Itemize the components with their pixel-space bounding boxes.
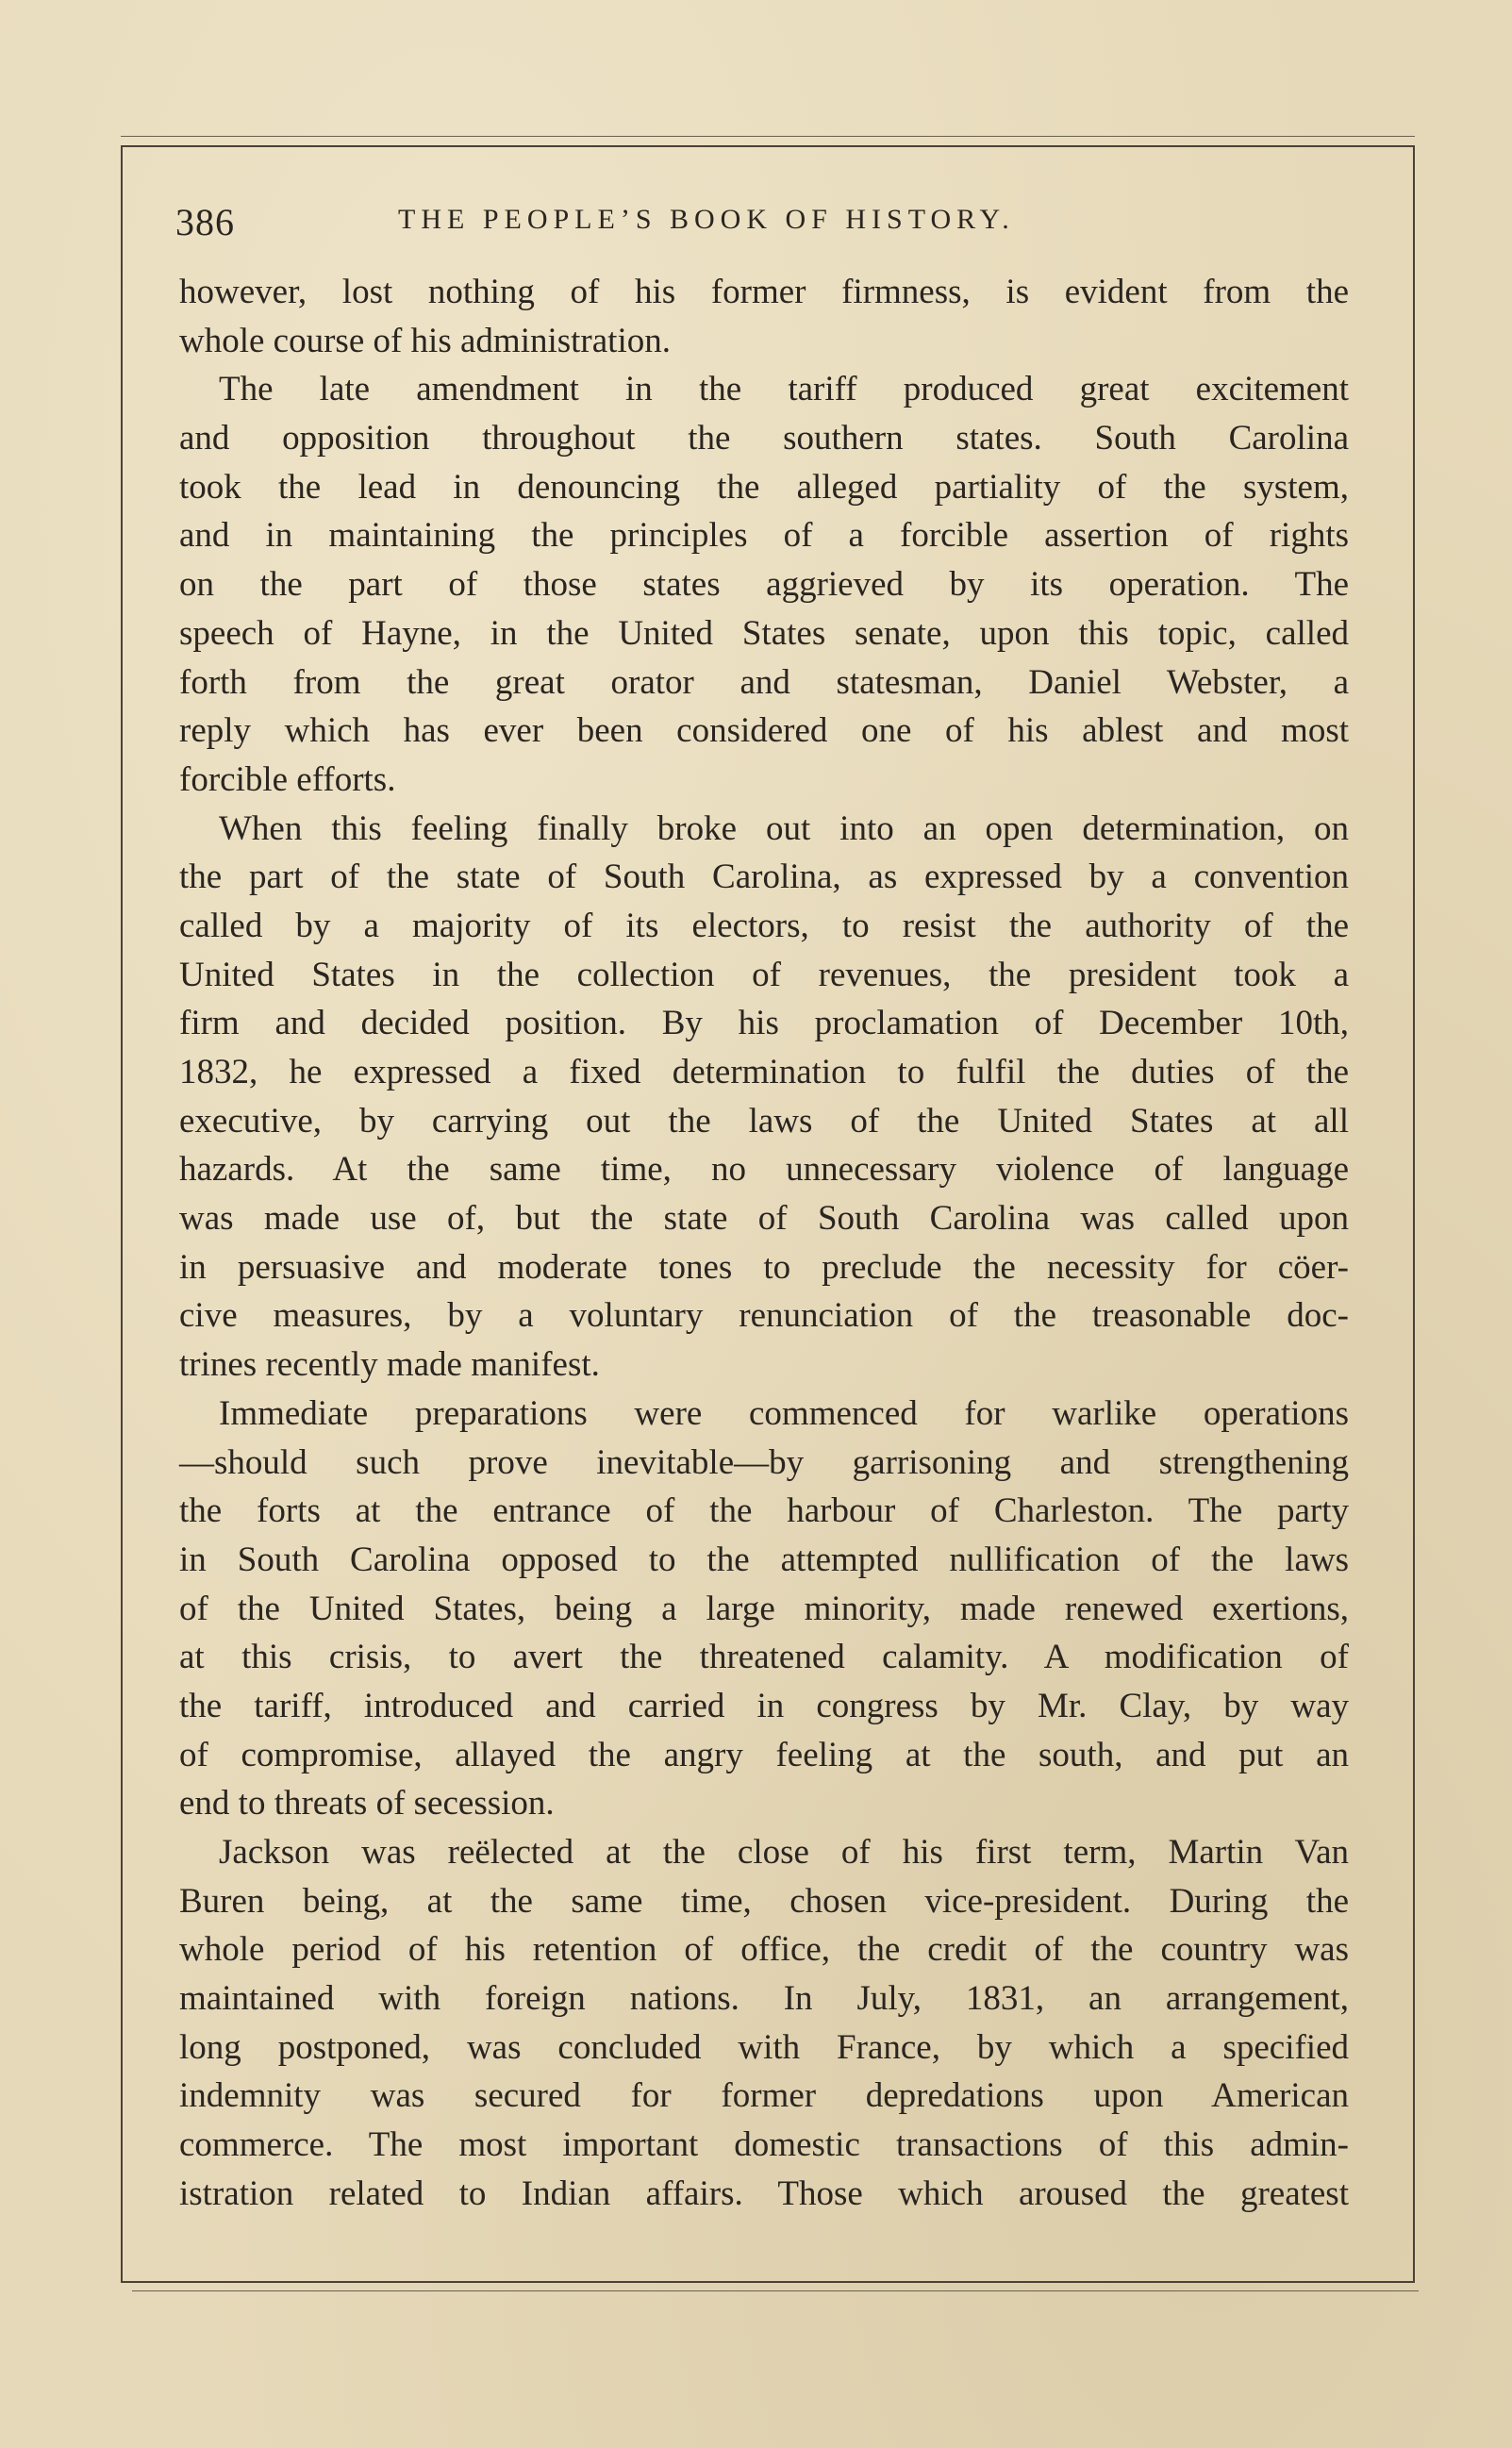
text-line: —should such prove inevitable—by garrisoning and strengthening <box>179 1442 1349 1482</box>
text-line: speech of Hayne, in the United States senate, upon this topic, called <box>179 613 1349 653</box>
text-line: 1832, he expressed a fixed determination to fulfil the duties of the <box>179 1053 1349 1091</box>
text-line: firm and decided position. By his proclamation of December 10th, <box>179 1004 1349 1043</box>
text-line: long postponed, was concluded with France, by which a specified <box>179 2027 1349 2067</box>
text-line: forth from the great orator and statesman, Daniel Webster, a <box>179 662 1349 702</box>
text-line: trines recently made manifest. <box>179 1345 600 1385</box>
text-line: cive measures, by a voluntary renunciation of the treasonable doc- <box>179 1296 1349 1336</box>
text-line: reply which has ever been considered one of his ablest and most <box>179 711 1349 751</box>
text-line: and opposition throughout the southern states. South Carolina <box>179 419 1349 458</box>
page-number: 386 <box>175 201 235 243</box>
text-line: executive, by carrying out the laws of the United States at all <box>179 1101 1349 1141</box>
text-line: on the part of those states aggrieved by its operation. The <box>179 565 1349 605</box>
page-header <box>175 194 1350 251</box>
text-line: whole course of his administration. <box>179 321 671 360</box>
text-line: called by a majority of its electors, to resist the authority of the <box>179 906 1349 945</box>
text-line: took the lead in denouncing the alleged partiality of the system, <box>179 467 1349 507</box>
paragraph <box>179 805 1349 1390</box>
bottom-rule <box>132 2290 1419 2291</box>
paragraph <box>179 1390 1349 1828</box>
text-line: of compromise, allayed the angry feeling at the south, and put an <box>179 1735 1349 1774</box>
text-line: istration related to Indian affairs. Those which aroused the greatest <box>179 2173 1349 2213</box>
paragraph <box>179 268 1349 365</box>
text-line: The late amendment in the tariff produced great excitement <box>219 370 1349 409</box>
text-line: at this crisis, to avert the threatened calamity. A modification of <box>179 1638 1349 1677</box>
text-line: the forts at the entrance of the harbour of Charleston. The party <box>179 1491 1349 1531</box>
text-line: in South Carolina opposed to the attempted nullification of the laws <box>179 1540 1349 1579</box>
running-head: THE PEOPLE’S BOOK OF HISTORY. <box>398 204 1015 235</box>
text-line: the tariff, introduced and carried in congress by Mr. Clay, by way <box>179 1686 1349 1725</box>
text-line: and in maintaining the principles of a forcible assertion of rights <box>179 516 1349 556</box>
text-line: commerce. The most important domestic transactions of this admin- <box>179 2125 1349 2165</box>
text-line: When this feeling finally broke out into an open determination, on <box>219 808 1349 848</box>
paragraph <box>179 1828 1349 2219</box>
text-line: of the United States, being a large minority, made renewed exertions, <box>179 1589 1349 1628</box>
paragraph <box>179 365 1349 804</box>
text-line: end to threats of secession. <box>179 1784 555 1824</box>
text-line: forcible efforts. <box>179 759 396 799</box>
text-line: Jackson was reëlected at the close of his first term, Martin Van <box>219 1833 1349 1872</box>
text-line: Buren being, at the same time, chosen vice-president. During the <box>179 1881 1349 1921</box>
text-line: in persuasive and moderate tones to preclude the necessity for cöer- <box>179 1247 1349 1287</box>
text-line: whole period of his retention of office, the credit of the country was <box>179 1930 1349 1970</box>
text-line: the part of the state of South Carolina, as expressed by a convention <box>179 858 1349 897</box>
text-line: United States in the collection of revenues, the president took a <box>179 955 1349 994</box>
text-line: however, lost nothing of his former firmness, is evident from the <box>179 273 1349 311</box>
text-line: indemnity was secured for former depredations upon American <box>179 2076 1349 2116</box>
text-line: Immediate preparations were commenced for warlike operations <box>219 1393 1349 1433</box>
text-line: was made use of, but the state of South Carolina was called upon <box>179 1199 1349 1239</box>
top-rule <box>121 136 1415 137</box>
text-line: maintained with foreign nations. In July, 1831, an arrangement, <box>179 1979 1349 2019</box>
body-text <box>179 268 1349 2219</box>
text-line: hazards. At the same time, no unnecessary violence of language <box>179 1150 1349 1190</box>
